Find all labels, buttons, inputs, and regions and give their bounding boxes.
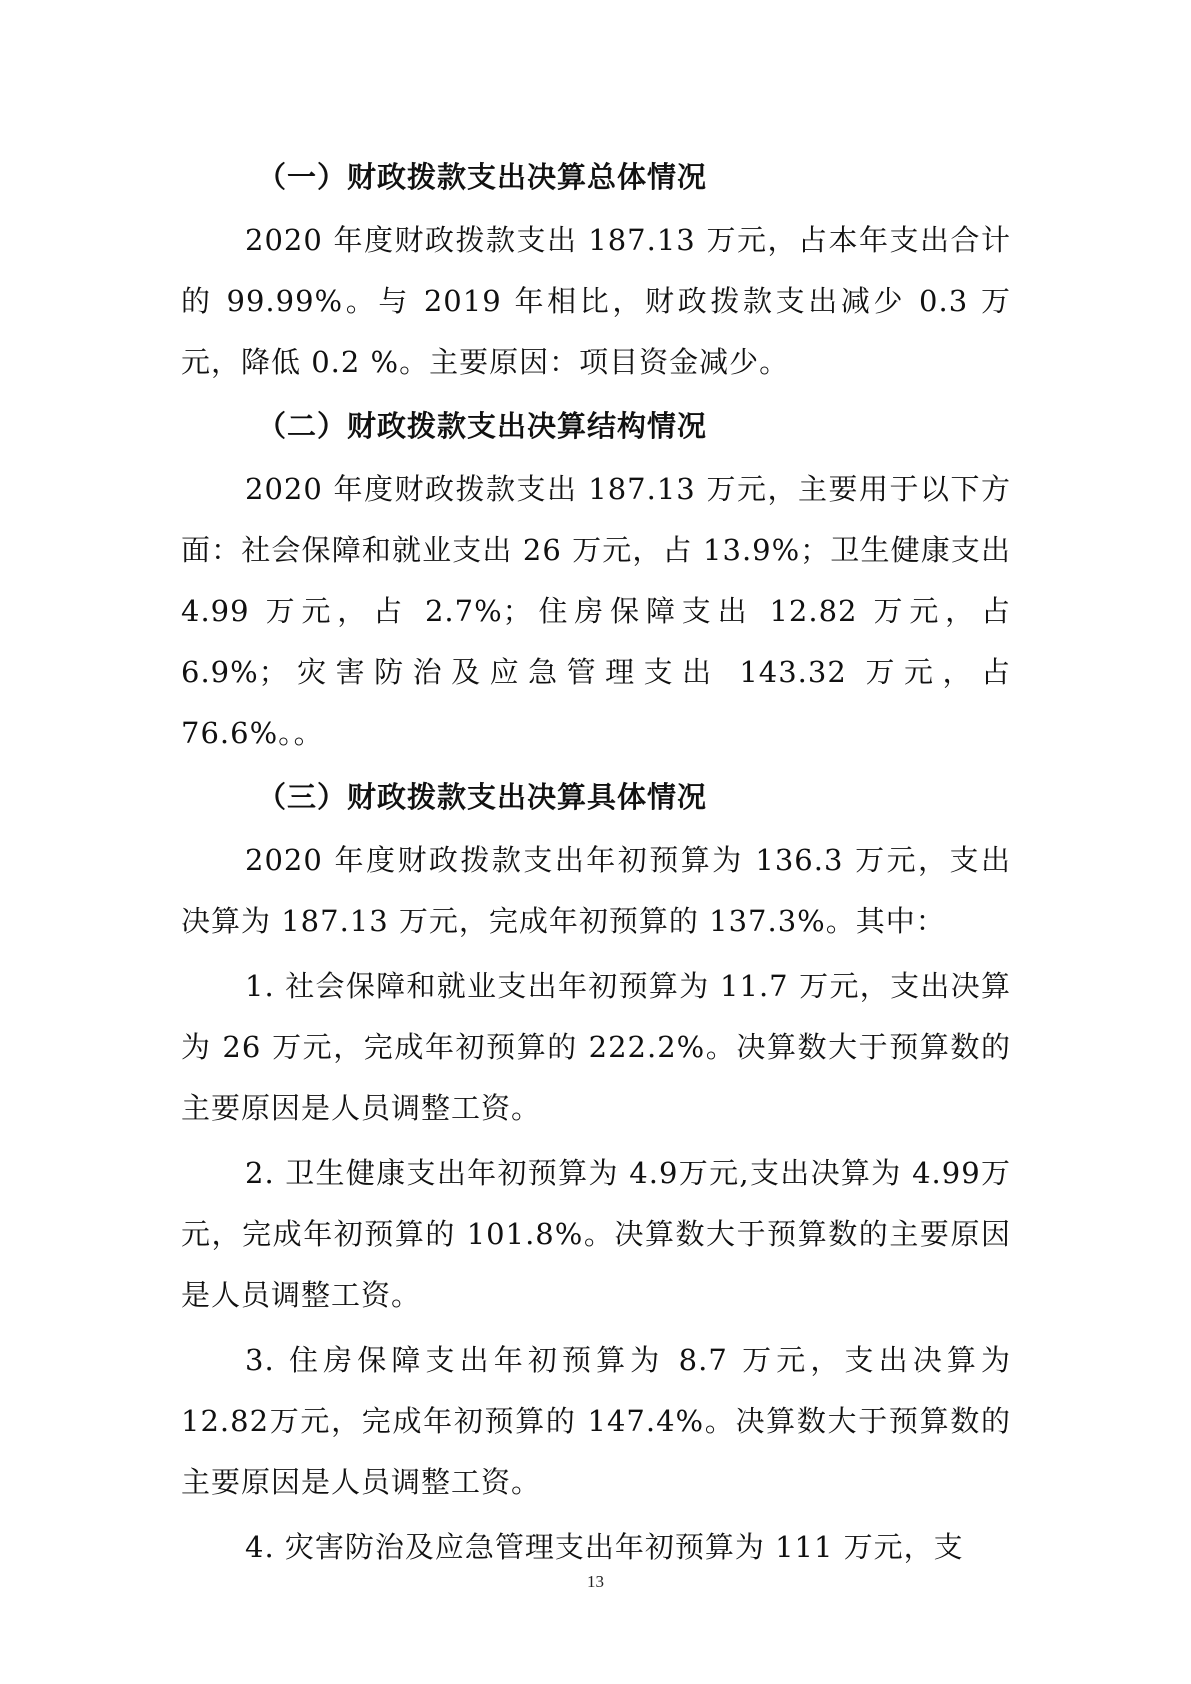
section-intro-3: 2020 年度财政拨款支出年初预算为 136.3 万元，支出决算为 187.13 万元，完成年初预算的 137.3%。其中： bbox=[181, 843, 1011, 938]
section-heading-3: （三）财政拨款支出决算具体情况 bbox=[257, 780, 708, 814]
section-heading-2: （二）财政拨款支出决算结构情况 bbox=[257, 409, 708, 443]
section-paragraph-2: 2020 年度财政拨款支出 187.13 万元，主要用于以下方面：社会保障和就业支出 26 万元，占 13.9%；卫生健康支出4.99 万元，占 2.7%；住房保障支出 12.82 万元，占 6.9%；灾害防治及应急管理支出 143.32 万元，占 76.6%。。 bbox=[181, 472, 1011, 750]
page-content bbox=[181, 148, 1011, 1582]
list-item: 3. 住房保障支出年初预算为 8.7 万元，支出决算为12.82万元，完成年初预算的 147.4%。决算数大于预算数的主要原因是人员调整工资。 bbox=[181, 1343, 1011, 1499]
page-number: 13 bbox=[587, 1572, 604, 1591]
section-paragraph-1: 2020 年度财政拨款支出 187.13 万元，占本年支出合计的 99.99%。与 2019 年相比，财政拨款支出减少 0.3 万元，降低 0.2 %。主要原因：项目资金减少。 bbox=[181, 223, 1011, 379]
list-item: 4. 灾害防治及应急管理支出年初预算为 111 万元，支 bbox=[245, 1530, 964, 1564]
section-heading-1: （一）财政拨款支出决算总体情况 bbox=[257, 160, 708, 194]
list-item: 1. 社会保障和就业支出年初预算为 11.7 万元，支出决算为 26 万元，完成年初预算的 222.2%。决算数大于预算数的主要原因是人员调整工资。 bbox=[181, 969, 1011, 1125]
list-item: 2. 卫生健康支出年初预算为 4.9万元,支出决算为 4.99万元，完成年初预算的 101.8%。决算数大于预算数的主要原因是人员调整工资。 bbox=[181, 1156, 1011, 1312]
